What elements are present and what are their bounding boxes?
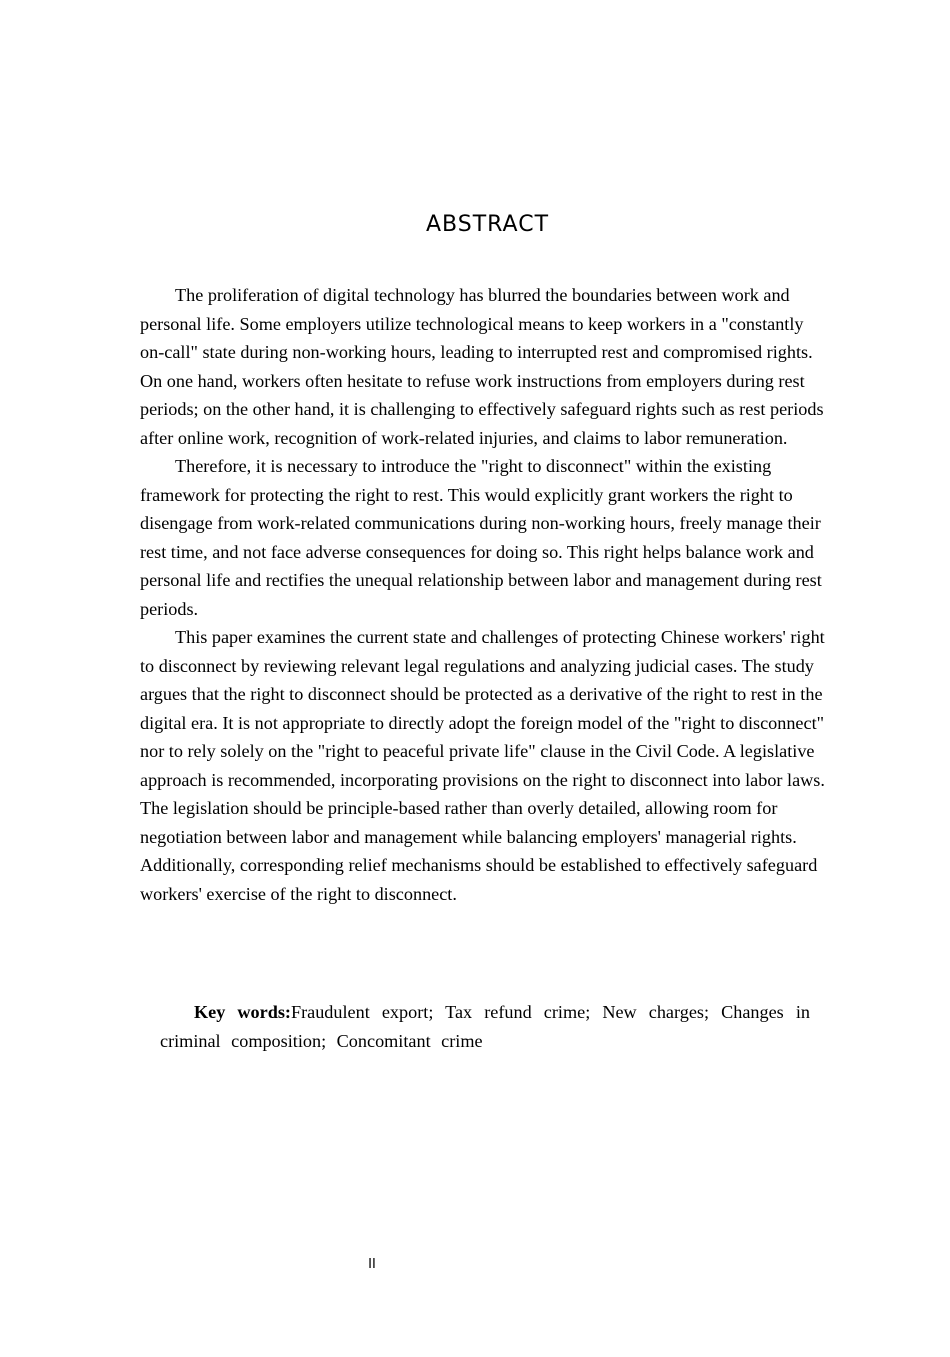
abstract-title: ABSTRACT — [425, 212, 550, 237]
abstract-body — [140, 281, 832, 908]
abstract-paragraph-1: The proliferation of digital technology has blurred the boundaries between work and personal life. Some employers utilize technological means to keep workers in a "constantly on-call" state during non-working hours, leading to interrupted rest and compromised rights. On one hand, workers often hesitate to refuse work instructions from employers during rest periods; on the other hand, it is challenging to effectively safeguard rights such as rest periods after online work, recognition of work-related injuries, and claims to labor remuneration. — [140, 285, 824, 448]
abstract-paragraph-2: Therefore, it is necessary to introduce the "right to disconnect" within the existing framework for protecting the right to rest. This would explicitly grant workers the right to disengage from work-related communications during non-working hours, freely manage their rest time, and not face adverse consequences for doing so. This right helps balance work and personal life and rectifies the unequal relationship between labor and management during rest periods. — [140, 456, 822, 619]
keywords-label: Key words: — [194, 1002, 291, 1022]
page-number: II — [368, 1257, 376, 1272]
keywords-text: Fraudulent export; Tax refund crime; New charges; Changes in criminal composition; Concomitant crime — [160, 1002, 810, 1051]
keywords-line — [160, 998, 810, 1056]
abstract-paragraph-3: This paper examines the current state and challenges of protecting Chinese workers' right to disconnect by reviewing relevant legal regulations and analyzing judicial cases. The study argues that the right to disconnect should be protected as a derivative of the right to rest in the digital era. It is not appropriate to directly adopt the foreign model of the "right to disconnect" nor to rely solely on the "right to peaceful private life" clause in the Civil Code. A legislative approach is recommended, incorporating provisions on the right to disconnect into labor laws. The legislation should be principle-based rather than overly detailed, allowing room for negotiation between labor and management while balancing employers' managerial rights. Additionally, corresponding relief mechanisms should be established to effectively safeguard workers' exercise of the right to disconnect. — [140, 627, 825, 904]
